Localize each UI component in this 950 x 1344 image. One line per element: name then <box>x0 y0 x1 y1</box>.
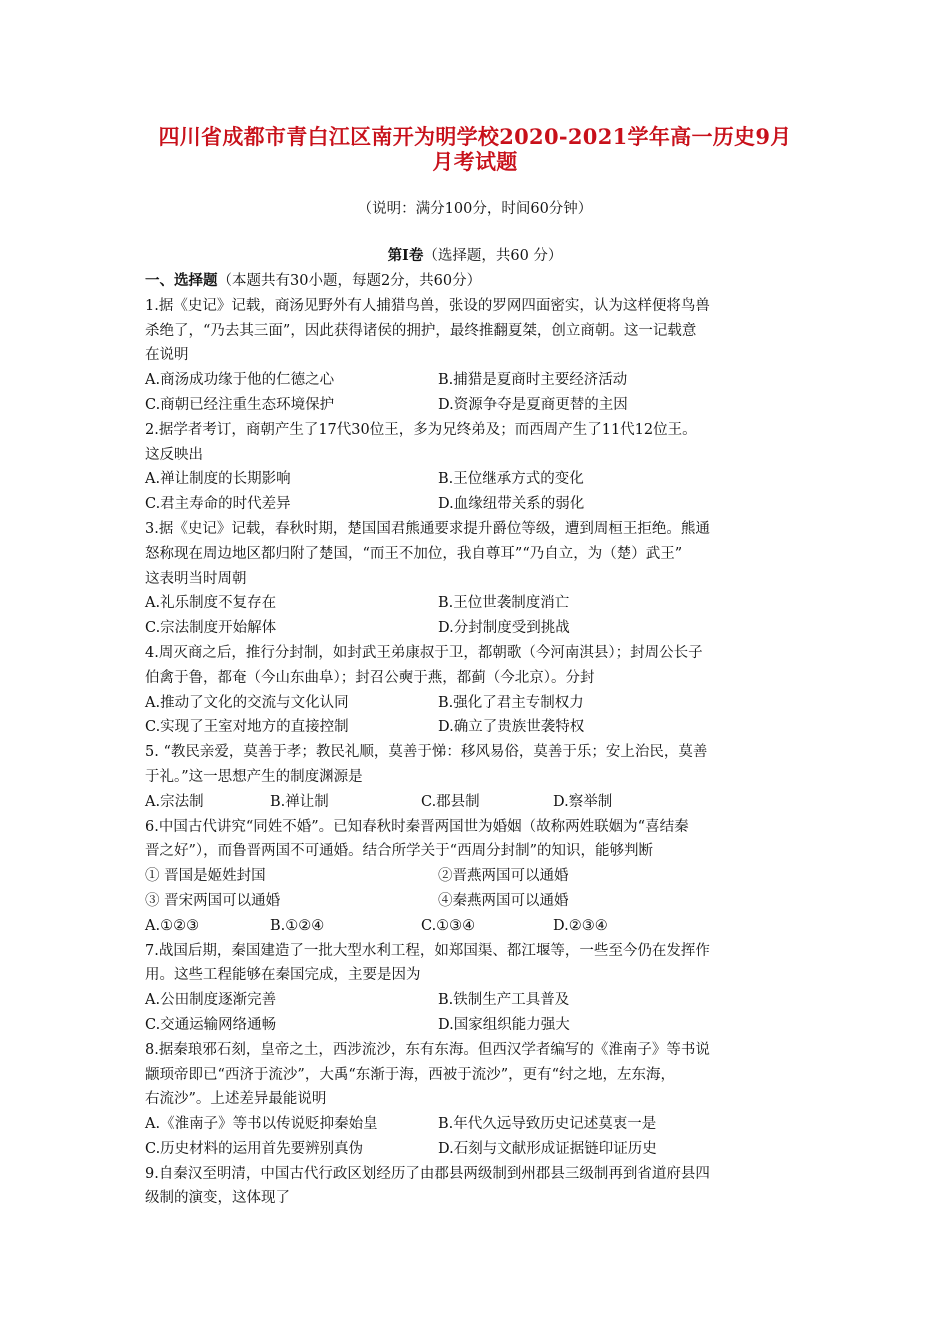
section-heading-rest: （选择题，共60 分） <box>423 248 563 264</box>
option-text: D.确立了贵族世袭特权 <box>438 719 585 736</box>
question-stem-line: 级制的演变，这体现了 <box>145 1190 290 1207</box>
option-text: B.年代久远导致历史记述莫衷一是 <box>438 1116 657 1133</box>
question-stem-line: 2.据学者考订，商朝产生了17代30位王，多为兄终弟及；而西周产生了11代12位王。 <box>145 421 697 438</box>
section-heading-bold: 第Ⅰ卷 <box>387 247 424 264</box>
option-row <box>145 914 810 939</box>
question-item <box>145 1162 810 1212</box>
option-text: A.商汤成功缘于他的仁德之心 <box>145 372 335 389</box>
option-text: D.国家组织能力强大 <box>438 1016 570 1033</box>
question-item <box>145 517 810 641</box>
question-stem-line: 6.中国古代讲究“同姓不婚”。已知春秋时秦晋两国世为婚姻（故称两姓联姻为“喜结秦 <box>145 818 689 835</box>
option-row <box>145 988 810 1013</box>
option-text: C.君主寿命的时代差异 <box>145 496 291 513</box>
option-text: B.强化了君主专制权力 <box>438 694 584 711</box>
question-stem-line: 这表明当时周朝 <box>145 570 247 587</box>
question-body <box>145 269 810 1211</box>
option-text: ③ 晋宋两国可以通婚 <box>145 892 281 909</box>
option-text: B.禅让制 <box>270 793 329 810</box>
question-stem-line: 4.周灭商之后，推行分封制，如封武王弟康叔于卫，都朝歌（今河南淇县）；封周公长子 <box>145 644 703 661</box>
option-row <box>145 1013 810 1038</box>
option-row <box>145 467 810 492</box>
option-row <box>145 393 810 418</box>
option-text: B.①②④ <box>270 917 325 934</box>
option-text: D.察举制 <box>553 793 613 810</box>
option-text: ① 晋国是姬姓封国 <box>145 868 266 885</box>
question-stem-line: 晋之好”），而鲁晋两国不可通婚。结合所学关于“西周分封制”的知识，能够判断 <box>145 843 653 860</box>
question-stem-line: 3.据《史记》记载，春秋时期，楚国国君熊通要求提升爵位等级，遭到周桓王拒绝。熊通 <box>145 520 710 537</box>
section-heading <box>0 245 950 267</box>
option-text: C.商朝已经注重生态环境保护 <box>145 396 335 413</box>
option-text: A.《淮南子》等书以传说贬抑秦始皇 <box>145 1116 378 1133</box>
option-text: C.历史材料的运用首先要辨别真伪 <box>145 1140 364 1157</box>
part-heading-rest: （本题共有30小题，每题2分，共60分） <box>217 273 482 289</box>
option-text: B.王位继承方式的变化 <box>438 471 584 488</box>
question-stem-line: 右流沙”。上述差异最能说明 <box>145 1091 327 1108</box>
question-item <box>145 294 810 418</box>
question-stem-line: 在说明 <box>145 347 189 364</box>
option-row <box>145 691 810 716</box>
part-heading-bold: 一、选择题 <box>145 272 218 289</box>
option-text: ④秦燕两国可以通婚 <box>438 892 569 909</box>
option-row <box>145 492 810 517</box>
question-item <box>145 418 810 517</box>
question-stem-line: 1.据《史记》记载，商汤见野外有人捕猎鸟兽，张设的罗网四面密实，认为这样便将鸟兽 <box>145 297 710 314</box>
option-text: C.宗法制度开始解体 <box>145 620 277 637</box>
option-row <box>145 1137 810 1162</box>
option-text: B.捕猎是夏商时主要经济活动 <box>438 372 628 389</box>
exam-note: （说明：满分100分，时间60分钟） <box>357 201 593 217</box>
question-stem-line: 于礼。”这一思想产生的制度渊源是 <box>145 768 363 785</box>
question-stem-line: 伯禽于鲁，都奄（今山东曲阜）；封召公奭于燕，都蓟（今北京）。分封 <box>145 669 595 686</box>
option-text: D.石刻与文献形成证据链印证历史 <box>438 1140 657 1157</box>
option-text: C.①③④ <box>421 917 476 934</box>
part-heading <box>145 269 810 294</box>
option-row <box>145 368 810 393</box>
option-text: A.宗法制 <box>145 793 204 810</box>
question-stem-line: 颛顼帝即已“西济于流沙”，大禹“东渐于海，西被于流沙”，更有“纣之地，左东海， <box>145 1066 676 1083</box>
exam-title <box>120 124 830 174</box>
option-row <box>145 591 810 616</box>
option-text: C.交通运输网络通畅 <box>145 1016 277 1033</box>
question-stem-line: 8.据秦琅邪石刻，皇帝之土，西涉流沙，东有东海。但西汉学者编写的《淮南子》等书说 <box>145 1041 710 1058</box>
option-text: ②晋燕两国可以通婚 <box>438 868 569 885</box>
question-item <box>145 939 810 1038</box>
question-item <box>145 740 810 814</box>
option-row <box>145 1112 810 1137</box>
option-text: D.血缘纽带关系的弱化 <box>438 496 585 513</box>
option-text: A.公田制度逐渐完善 <box>145 992 277 1009</box>
option-text: D.分封制度受到挑战 <box>438 620 570 637</box>
option-row <box>145 889 810 914</box>
option-text: D.资源争夺是夏商更替的主因 <box>438 396 628 413</box>
option-text: A.①②③ <box>145 917 200 934</box>
question-stem-line: 用。这些工程能够在秦国完成，主要是因为 <box>145 967 421 984</box>
option-row <box>145 616 810 641</box>
question-stem-line: 9.自秦汉至明清，中国古代行政区划经历了由郡县两级制到州郡县三级制再到省道府县四 <box>145 1165 710 1182</box>
option-row <box>145 864 810 889</box>
question-stem-line: 怒称现在周边地区都归附了楚国，“而王不加位，我自尊耳”“乃自立，为（楚）武王” <box>145 545 683 562</box>
option-text: B.铁制生产工具普及 <box>438 992 570 1009</box>
title-line-2: 月考试题 <box>432 149 518 174</box>
option-row <box>145 790 810 815</box>
option-text: C.实现了王室对地方的直接控制 <box>145 719 349 736</box>
question-item <box>145 815 810 939</box>
question-stem-line: 杀绝了，“乃去其三面”，因此获得诸侯的拥护，最终推翻夏桀，创立商朝。这一记载意 <box>145 322 697 339</box>
option-text: A.礼乐制度不复存在 <box>145 595 277 612</box>
question-stem-line: 7.战国后期，秦国建造了一批大型水利工程，如郑国渠、都江堰等，一些至今仍在发挥作 <box>145 942 710 959</box>
question-stem-line: 这反映出 <box>145 446 203 463</box>
question-stem-line: 5. “教民亲爱，莫善于孝；教民礼顺，莫善于悌：移风易俗，莫善于乐；安上治民，莫善 <box>145 744 708 761</box>
question-item <box>145 1038 810 1162</box>
option-row <box>145 715 810 740</box>
option-text: B.王位世袭制度消亡 <box>438 595 570 612</box>
option-text: A.禅让制度的长期影响 <box>145 471 291 488</box>
title-line-1: 四川省成都市青白江区南开为明学校2020-2021学年高一历史9月 <box>158 124 792 149</box>
option-text: C.郡县制 <box>421 793 480 810</box>
option-text: D.②③④ <box>553 917 608 934</box>
option-text: A.推动了文化的交流与文化认同 <box>145 694 349 711</box>
question-item <box>145 641 810 740</box>
